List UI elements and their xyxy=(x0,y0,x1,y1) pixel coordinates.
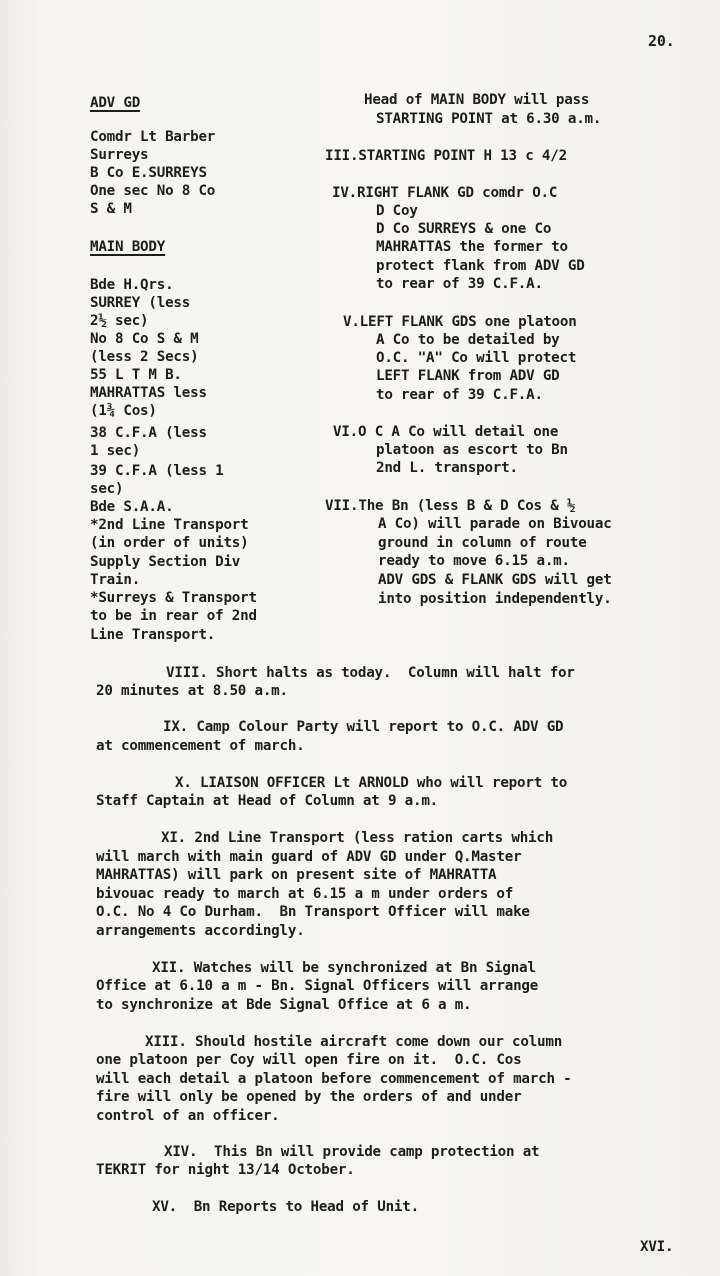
adv-gd-line: Comdr Lt Barber xyxy=(90,129,216,145)
main-body-line: sec) xyxy=(90,481,124,497)
para-vii-line: VII.The Bn (less B & D Cos & ½ xyxy=(325,498,576,514)
para-viii-line: 20 minutes at 8.50 a.m. xyxy=(96,683,288,699)
para-xi-line: arrangements accordingly. xyxy=(96,923,305,939)
main-body-line: 39 C.F.A (less 1 xyxy=(90,463,224,479)
para-xiii-line: XIII. Should hostile aircraft come down our column xyxy=(145,1034,563,1050)
main-body-line: 55 L T M B. xyxy=(90,367,182,383)
para-vi-line: 2nd L. transport. xyxy=(376,460,518,476)
main-body-line: (in order of units) xyxy=(90,535,249,551)
main-body-line: *Surreys & Transport xyxy=(90,590,257,606)
para-xii-line: to synchronize at Bde Signal Office at 6 a m. xyxy=(96,997,472,1013)
main-body-line: Supply Section Div xyxy=(90,554,241,570)
para-v-line: to rear of 39 C.F.A. xyxy=(376,387,543,403)
main-body-line: (1¾ Cos) xyxy=(90,403,157,419)
para-vii-line: A Co) will parade on Bivouac xyxy=(378,516,612,532)
para-iii: III.STARTING POINT H 13 c 4/2 xyxy=(325,148,567,164)
para-xi-line: XI. 2nd Line Transport (less ration carts which xyxy=(161,830,554,846)
page-number: 20. xyxy=(648,32,675,50)
main-body-line: to be in rear of 2nd xyxy=(90,608,257,624)
para-vii-line: ground in column of route xyxy=(378,535,587,551)
para-v-line: LEFT FLANK from ADV GD xyxy=(376,368,560,384)
para-xiv-line: TEKRIT for night 13/14 October. xyxy=(96,1162,355,1178)
para-xiii-line: will each detail a platoon before commencement of march - xyxy=(96,1071,572,1087)
main-body-line: No 8 Co S & M xyxy=(90,331,199,347)
para-iv-line: MAHRATTAS the former to xyxy=(376,239,568,255)
para-xi-line: bivouac ready to march at 6.15 a m under orders of xyxy=(96,886,514,902)
adv-gd-line: One sec No 8 Co xyxy=(90,183,216,199)
para-xi-line: O.C. No 4 Co Durham. Bn Transport Officer will make xyxy=(96,904,530,920)
para-v-line: O.C. "A" Co will protect xyxy=(376,350,577,366)
main-body-line: Bde H.Qrs. xyxy=(90,277,174,293)
main-body-line: 38 C.F.A (less xyxy=(90,425,207,441)
para-viii-line: VIII. Short halts as today. Column will halt for xyxy=(166,665,575,681)
para-x-line: X. LIAISON OFFICER Lt ARNOLD who will report to xyxy=(175,775,568,791)
main-body-heading: MAIN BODY xyxy=(90,239,166,255)
continuation-marker: XVI. xyxy=(640,1239,674,1255)
main-body-line: MAHRATTAS less xyxy=(90,385,207,401)
para-ix-line: at commencement of march. xyxy=(96,738,305,754)
para-iv-line: IV.RIGHT FLANK GD comdr O.C xyxy=(332,185,558,201)
adv-gd-line: B Co E.SURREYS xyxy=(90,165,207,181)
main-body-line: Bde S.A.A. xyxy=(90,499,174,515)
main-body-line: *2nd Line Transport xyxy=(90,517,249,533)
para-xv: XV. Bn Reports to Head of Unit. xyxy=(152,1199,419,1215)
para-iv-line: D Coy xyxy=(376,203,418,219)
para-xii-line: XII. Watches will be synchronized at Bn Signal xyxy=(152,960,536,976)
para-iv-line: protect flank from ADV GD xyxy=(376,258,585,274)
para-vii-line: into position independently. xyxy=(378,591,612,607)
para-v-line: A Co to be detailed by xyxy=(376,332,560,348)
head-note-line: STARTING POINT at 6.30 a.m. xyxy=(376,111,602,127)
para-xi-line: MAHRATTAS) will park on present site of MAHRATTA xyxy=(96,867,497,883)
main-body-line: SURREY (less xyxy=(90,295,191,311)
adv-gd-heading: ADV GD xyxy=(90,95,141,111)
main-body-line: Line Transport. xyxy=(90,627,216,643)
para-vi-line: platoon as escort to Bn xyxy=(376,442,568,458)
para-x-line: Staff Captain at Head of Column at 9 a.m. xyxy=(96,793,439,809)
para-iv-line: to rear of 39 C.F.A. xyxy=(376,276,543,292)
main-body-line: Train. xyxy=(90,572,141,588)
para-vi-line: VI.O C A Co will detail one xyxy=(333,424,559,440)
head-note-line: Head of MAIN BODY will pass xyxy=(364,92,590,108)
para-ix-line: IX. Camp Colour Party will report to O.C. ADV GD xyxy=(163,719,564,735)
para-xi-line: will march with main guard of ADV GD under Q.Master xyxy=(96,849,522,865)
para-xiii-line: fire will only be opened by the orders of and under xyxy=(96,1089,522,1105)
para-xiii-line: control of an officer. xyxy=(96,1108,280,1124)
para-xiii-line: one platoon per Coy will open fire on it. O.C. Cos xyxy=(96,1052,522,1068)
adv-gd-line: S & M xyxy=(90,201,132,217)
para-vii-line: ready to move 6.15 a.m. xyxy=(378,553,570,569)
para-xii-line: Office at 6.10 a m - Bn. Signal Officers will arrange xyxy=(96,978,539,994)
main-body-line: 2½ sec) xyxy=(90,313,149,329)
adv-gd-line: Surreys xyxy=(90,147,149,163)
main-body-line: (less 2 Secs) xyxy=(90,349,199,365)
main-body-line: 1 sec) xyxy=(90,443,141,459)
para-iv-line: D Co SURREYS & one Co xyxy=(376,221,552,237)
para-vii-line: ADV GDS & FLANK GDS will get xyxy=(378,572,612,588)
para-v-line: V.LEFT FLANK GDS one platoon xyxy=(343,314,577,330)
para-xiv-line: XIV. This Bn will provide camp protection at xyxy=(164,1144,540,1160)
